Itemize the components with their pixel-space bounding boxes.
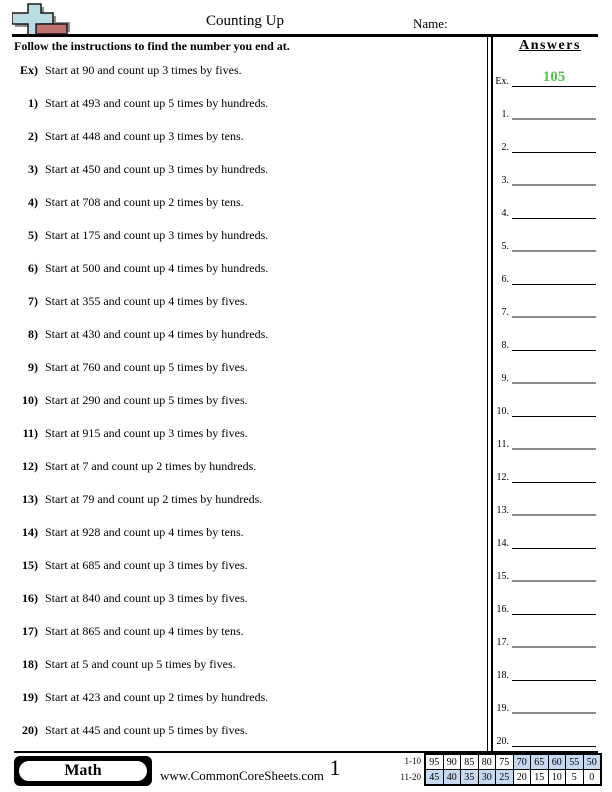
answer-blank-line[interactable] <box>512 680 596 681</box>
problem-number: 3) <box>28 162 38 176</box>
problem-number: 4) <box>28 195 38 209</box>
answer-number: 8. <box>501 340 509 351</box>
problem-number: 9) <box>28 360 38 374</box>
answer-blank-line[interactable] <box>512 218 596 219</box>
answer-row <box>492 301 598 318</box>
score-cell: 40 <box>443 770 461 786</box>
problem-number: 13) <box>22 492 38 506</box>
problem-text: Start at 500 and count up 4 times by hundreds. <box>45 261 269 275</box>
page-title: Counting Up <box>206 13 284 29</box>
answer-blank-line[interactable] <box>512 548 596 549</box>
answer-row <box>492 697 598 714</box>
answer-blank-line[interactable] <box>512 184 596 186</box>
answer-row <box>492 532 598 549</box>
problem-text: Start at 79 and count up 2 times by hundreds. <box>45 492 263 506</box>
page-number: 1 <box>329 755 341 780</box>
answer-blank-line[interactable] <box>512 712 596 714</box>
answer-number: 4. <box>501 208 509 219</box>
problem-number: 5) <box>28 228 38 242</box>
problem-text: Start at 840 and count up 3 times by fives. <box>45 591 248 605</box>
answer-blank-line[interactable] <box>512 746 596 747</box>
answer-row <box>492 565 598 582</box>
score-cell: 45 <box>425 770 443 786</box>
problem-number: 20) <box>22 723 38 737</box>
problem-number: 10) <box>22 393 38 407</box>
problem-text: Start at 290 and count up 5 times by fives. <box>45 393 248 407</box>
answer-row <box>492 499 598 516</box>
answer-blank-line[interactable] <box>512 416 596 417</box>
answer-number: 20. <box>496 736 509 747</box>
website-link[interactable]: www.CommonCoreSheets.com <box>160 768 324 783</box>
answer-number: 3. <box>501 175 509 186</box>
score-cell: 75 <box>496 754 514 770</box>
problem-text: Start at 7 and count up 2 times by hundreds. <box>45 459 257 473</box>
answer-blank-line[interactable] <box>512 86 596 87</box>
score-cell: 95 <box>425 754 443 770</box>
example-answer-value: 105 <box>542 69 566 85</box>
score-row1-label: 1-10 <box>404 756 421 766</box>
instruction-text: Follow the instructions to find the number you end at. <box>14 39 290 53</box>
answer-number: 16. <box>496 604 509 615</box>
answer-row <box>492 433 598 450</box>
problem-number: 12) <box>22 459 38 473</box>
answer-row <box>492 70 598 87</box>
problem-text: Start at 448 and count up 3 times by tens. <box>45 129 244 143</box>
score-cell: 15 <box>531 770 549 786</box>
answer-blank-line[interactable] <box>512 284 596 285</box>
answer-blank-line[interactable] <box>512 316 596 318</box>
answer-row <box>492 466 598 483</box>
answer-blank-line[interactable] <box>512 482 596 483</box>
problem-number: 1) <box>28 96 38 110</box>
score-row2-label: 11-20 <box>400 772 421 782</box>
score-cell: 60 <box>548 754 566 770</box>
problem-number: Ex) <box>20 63 38 77</box>
problem-number: 7) <box>28 294 38 308</box>
answer-row <box>492 235 598 252</box>
score-cell: 80 <box>478 754 496 770</box>
score-cell: 20 <box>513 770 531 786</box>
answer-number: 11. <box>496 439 509 450</box>
subject-badge-label: Math <box>18 760 148 782</box>
score-cell: 0 <box>583 770 601 786</box>
problem-number: 18) <box>22 657 38 671</box>
grading-table <box>424 753 602 786</box>
answers-separator-line <box>487 37 488 751</box>
subject-badge <box>14 756 152 786</box>
name-label: Name: <box>413 16 448 31</box>
score-cell: 10 <box>548 770 566 786</box>
problem-text: Start at 430 and count up 4 times by hundreds. <box>45 327 269 341</box>
score-cell: 70 <box>513 754 531 770</box>
problem-text: Start at 685 and count up 3 times by fives. <box>45 558 248 572</box>
problem-text: Start at 355 and count up 4 times by fives. <box>45 294 248 308</box>
answer-blank-line[interactable] <box>512 152 596 153</box>
answer-row <box>492 631 598 648</box>
answer-blank-line[interactable] <box>512 646 596 648</box>
score-cell: 50 <box>583 754 601 770</box>
answer-blank-line[interactable] <box>512 350 596 351</box>
problem-number: 19) <box>22 690 38 704</box>
score-cell: 55 <box>566 754 584 770</box>
header-divider <box>12 34 598 37</box>
problem-text: Start at 915 and count up 3 times by fives. <box>45 426 248 440</box>
grading-table-grid <box>424 753 602 786</box>
answer-number: 14. <box>496 538 509 549</box>
answer-number: 9. <box>501 373 509 384</box>
answer-number: Ex. <box>495 76 509 87</box>
answer-blank-line[interactable] <box>512 382 596 384</box>
problem-number: 11) <box>22 426 38 440</box>
answer-blank-line[interactable] <box>512 448 596 450</box>
answer-row <box>492 367 598 384</box>
answer-row <box>492 103 598 120</box>
problem-number: 2) <box>28 129 38 143</box>
answer-blank-line[interactable] <box>512 614 596 615</box>
answer-row <box>492 268 598 285</box>
problem-text: Start at 90 and count up 3 times by fives. <box>45 63 242 77</box>
answer-number: 1. <box>501 109 509 120</box>
answer-row <box>492 334 598 351</box>
answer-number: 2. <box>501 142 509 153</box>
problem-number: 14) <box>22 525 38 539</box>
answer-row <box>492 664 598 681</box>
answer-number: 19. <box>496 703 509 714</box>
score-cell: 65 <box>531 754 549 770</box>
problem-number: 15) <box>22 558 38 572</box>
answer-row <box>492 136 598 153</box>
answer-row <box>492 598 598 615</box>
score-cell: 30 <box>478 770 496 786</box>
answer-row <box>492 400 598 417</box>
score-cell: 35 <box>461 770 479 786</box>
answer-number: 18. <box>496 670 509 681</box>
score-cell: 5 <box>566 770 584 786</box>
problem-text: Start at 708 and count up 2 times by tens. <box>45 195 244 209</box>
answer-blank-line[interactable] <box>512 580 596 582</box>
answer-number: 7. <box>501 307 509 318</box>
problem-text: Start at 423 and count up 2 times by hundreds. <box>45 690 269 704</box>
problem-text: Start at 450 and count up 3 times by hundreds. <box>45 162 269 176</box>
problem-text: Start at 175 and count up 3 times by hundreds. <box>45 228 269 242</box>
score-cell: 25 <box>496 770 514 786</box>
answer-number: 10. <box>496 406 509 417</box>
answer-number: 13. <box>496 505 509 516</box>
problem-number: 17) <box>22 624 38 638</box>
answer-row <box>492 202 598 219</box>
problem-number: 16) <box>22 591 38 605</box>
answer-blank-line[interactable] <box>512 514 596 516</box>
problem-text: Start at 760 and count up 5 times by fives. <box>45 360 248 374</box>
answer-number: 12. <box>496 472 509 483</box>
answer-number: 6. <box>501 274 509 285</box>
problem-text: Start at 928 and count up 4 times by tens. <box>45 525 244 539</box>
problem-text: Start at 493 and count up 5 times by hundreds. <box>45 96 269 110</box>
score-cell: 85 <box>461 754 479 770</box>
score-cell: 90 <box>443 754 461 770</box>
problem-number: 6) <box>28 261 38 275</box>
problem-text: Start at 5 and count up 5 times by fives. <box>45 657 236 671</box>
problem-text: Start at 445 and count up 5 times by fives. <box>45 723 248 737</box>
problem-text: Start at 865 and count up 4 times by tens. <box>45 624 244 638</box>
answer-row <box>492 169 598 186</box>
answer-number: 15. <box>496 571 509 582</box>
answer-number: 5. <box>501 241 509 252</box>
problem-number: 8) <box>28 327 38 341</box>
answer-blank-line[interactable] <box>512 250 596 252</box>
problem-list <box>14 62 484 752</box>
answers-heading: Answers <box>519 38 581 53</box>
answer-number: 17. <box>496 637 509 648</box>
answer-row <box>492 730 598 747</box>
answer-blank-line[interactable] <box>512 118 596 120</box>
